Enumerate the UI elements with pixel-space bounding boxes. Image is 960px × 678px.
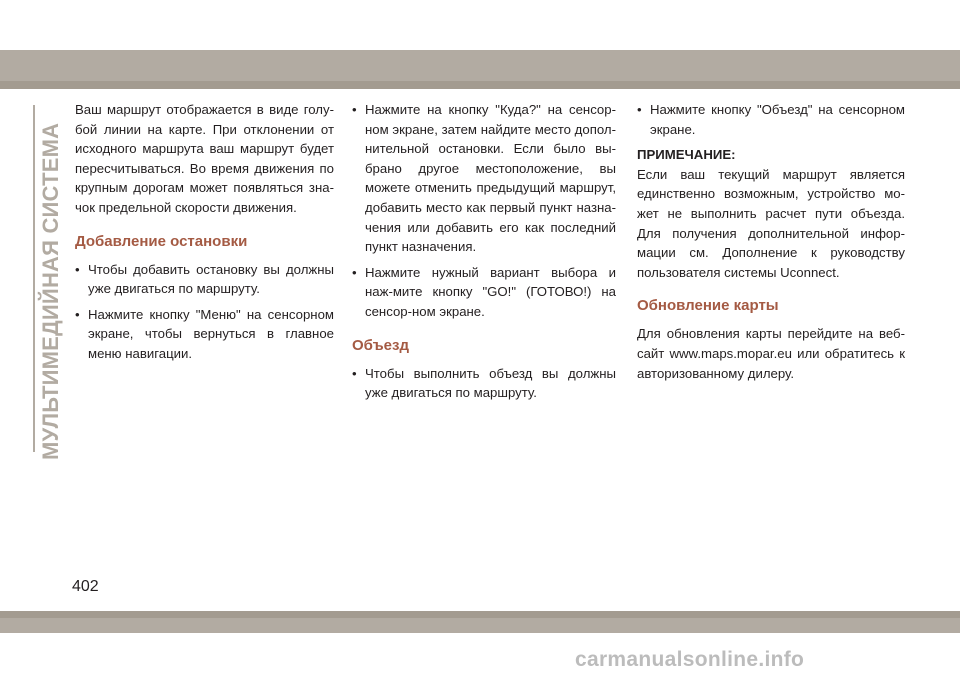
intro-paragraph: Ваш маршрут отображается в виде голу-бой линии на карте. При отклонении от исходного маршрута ваш маршрут будет пересчитываться. Во время движения по крупным дорогам может появляться зна-чок предельной скорости движения. xyxy=(75,102,334,215)
column-1 xyxy=(75,100,334,370)
note-title: ПРИМЕЧАНИЕ: xyxy=(637,147,736,163)
watermark: carmanualsonline.info xyxy=(575,648,805,671)
section-side-label: МУЛЬТИМЕДИЙНАЯ СИСТЕМА xyxy=(38,122,63,460)
add-stop-list-continued xyxy=(352,100,616,322)
note-text: Если ваш текущий маршрут является единственно возможным, устройство мо-жет не выполнить расчет пути объезда. Для получения дополнительной инфор-мации см. Дополнение к руководству пользователя системы Uconnect. xyxy=(637,166,905,280)
detour-list xyxy=(352,364,616,403)
list-item: • Чтобы выполнить объезд вы должны уже двигаться по маршруту. xyxy=(352,364,616,403)
detour-list-continued xyxy=(637,100,905,139)
column-3 xyxy=(637,100,905,383)
list-item: • Нажмите на кнопку "Куда?" на сенсор-ном экране, затем найдите место допол-нительной остановки. Если было вы-брано другое местоположение, вы можете отменить предыдущий маршрут, добавить место как первый пункт назна-чения или добавить его как последний пункт назначения. xyxy=(352,100,616,257)
list-item: • Чтобы добавить остановку вы должны уже двигаться по маршруту. xyxy=(75,260,334,299)
page-number: 402 xyxy=(72,578,99,595)
heading-map-update: Обновление карты xyxy=(637,297,779,315)
list-item: • Нажмите нужный вариант выбора и наж-мите кнопку "GO!" (ГОТОВО!) на сенсор-ном экране. xyxy=(352,263,616,322)
header-band-stripe xyxy=(0,81,960,89)
list-item: • Нажмите кнопку "Объезд" на сенсорном экране. xyxy=(637,100,905,139)
header-band xyxy=(0,50,960,81)
list-item: • Нажмите кнопку "Меню" на сенсорном экране, чтобы вернуться в главное меню навигации. xyxy=(75,305,334,364)
add-stop-list xyxy=(75,260,334,364)
footer-band-stripe xyxy=(0,611,960,618)
column-2 xyxy=(352,100,616,409)
heading-detour: Объезд xyxy=(352,336,409,354)
map-update-text: Для обновления карты перейдите на веб-сайт www.maps.mopar.eu или обратитесь к авторизованному дилеру. xyxy=(637,326,905,381)
heading-add-stop: Добавление остановки xyxy=(75,232,248,250)
side-divider xyxy=(33,105,35,452)
footer-band xyxy=(0,618,960,633)
